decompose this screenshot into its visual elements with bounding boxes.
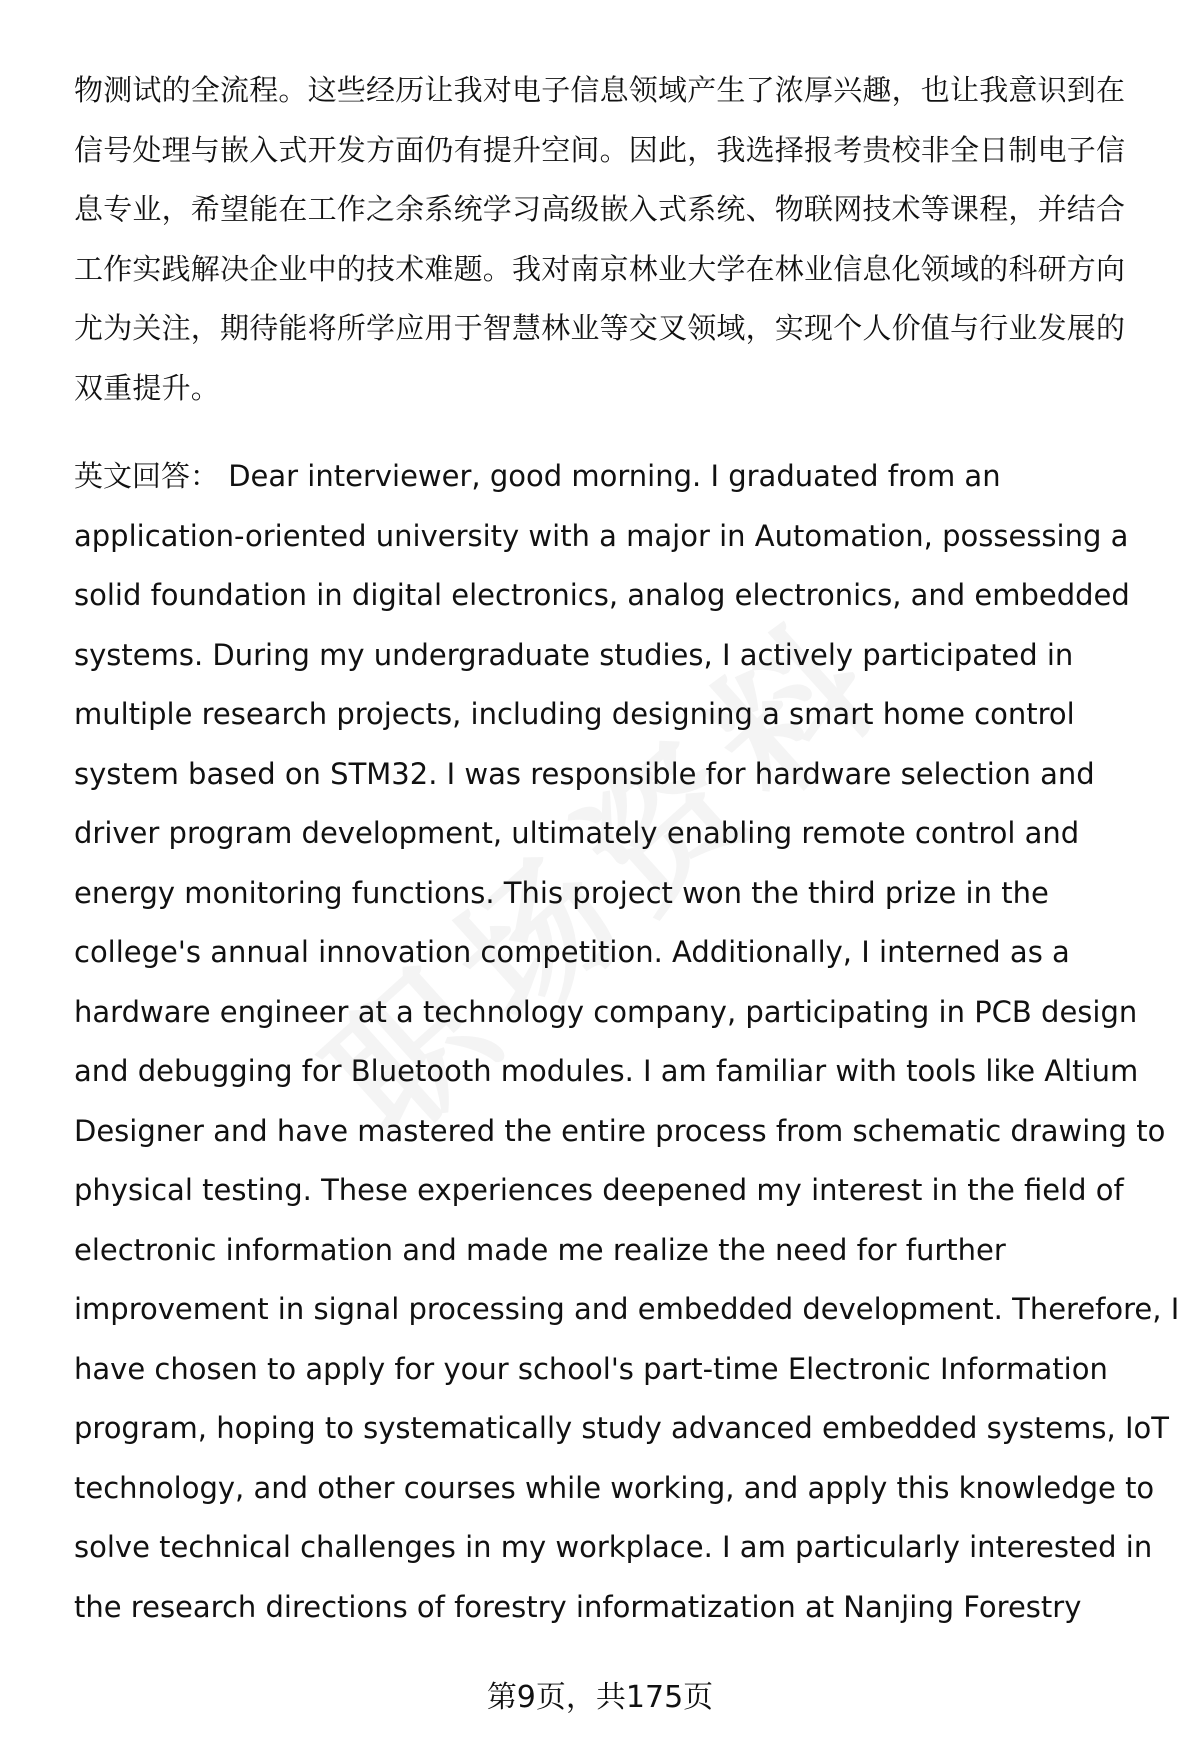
text-line: hardware engineer at a technology company, participating in PCB design xyxy=(74,994,1138,1029)
text-line: college's annual innovation competition. Additionally, I interned as a xyxy=(74,935,1070,969)
text-line: system based on STM32. I was responsible for hardware selection and xyxy=(74,756,1095,791)
text-line: energy monitoring functions. This project won the third prize in the xyxy=(74,875,1049,910)
page-number-footer: 第9页，共175页 xyxy=(486,1680,714,1715)
text-line: technology, and other courses while working, and apply this knowledge to xyxy=(74,1470,1155,1505)
text-line: solid foundation in digital electronics, analog electronics, and embedded xyxy=(74,578,1130,612)
text-line: multiple research projects, including designing a smart home control xyxy=(74,697,1075,731)
text-line: electronic information and made me realize the need for further xyxy=(74,1232,1006,1267)
text-line: 尤为关注，期待能将所学应用于智慧林业等交叉领域，实现个人价值与行业发展的 xyxy=(74,311,1126,345)
text-line: Designer and have mastered the entire process from schematic drawing to xyxy=(74,1113,1166,1148)
text-line: 英文回答： Dear interviewer, good morning. I graduated from an xyxy=(74,459,1001,493)
paragraph-gap xyxy=(74,418,1160,447)
text-line: and debugging for Bluetooth modules. I am familiar with tools like Altium xyxy=(74,1054,1139,1088)
document-body xyxy=(74,61,1180,1637)
text-line: 信号处理与嵌入式开发方面仍有提升空间。因此，我选择报考贵校非全日制电子信 xyxy=(74,132,1126,167)
text-line: program, hoping to systematically study advanced embedded systems, IoT xyxy=(74,1411,1169,1445)
text-line: 工作实践解决企业中的技术难题。我对南京林业大学在林业信息化领域的科研方向 xyxy=(74,251,1126,286)
chinese-paragraph xyxy=(74,61,1160,418)
text-line: solve technical challenges in my workplace. I am particularly interested in xyxy=(74,1530,1153,1564)
text-line: improvement in signal processing and embedded development. Therefore, I xyxy=(74,1292,1180,1326)
text-line: 息专业，希望能在工作之余系统学习高级嵌入式系统、物联网技术等课程，并结合 xyxy=(74,192,1126,226)
text-line: driver program development, ultimately enabling remote control and xyxy=(74,816,1080,850)
text-line: the research directions of forestry informatization at Nanjing Forestry xyxy=(74,1589,1082,1624)
text-line: 物测试的全流程。这些经历让我对电子信息领域产生了浓厚兴趣，也让我意识到在 xyxy=(74,73,1126,107)
text-line: systems. During my undergraduate studies, I actively participated in xyxy=(74,637,1074,672)
text-line: 双重提升。 xyxy=(74,370,221,405)
english-answer-paragraph xyxy=(74,447,1180,1637)
text-line: physical testing. These experiences deepened my interest in the field of xyxy=(74,1173,1124,1207)
text-line: have chosen to apply for your school's part-time Electronic Information xyxy=(74,1351,1108,1386)
text-line: application-oriented university with a major in Automation, possessing a xyxy=(74,518,1129,553)
